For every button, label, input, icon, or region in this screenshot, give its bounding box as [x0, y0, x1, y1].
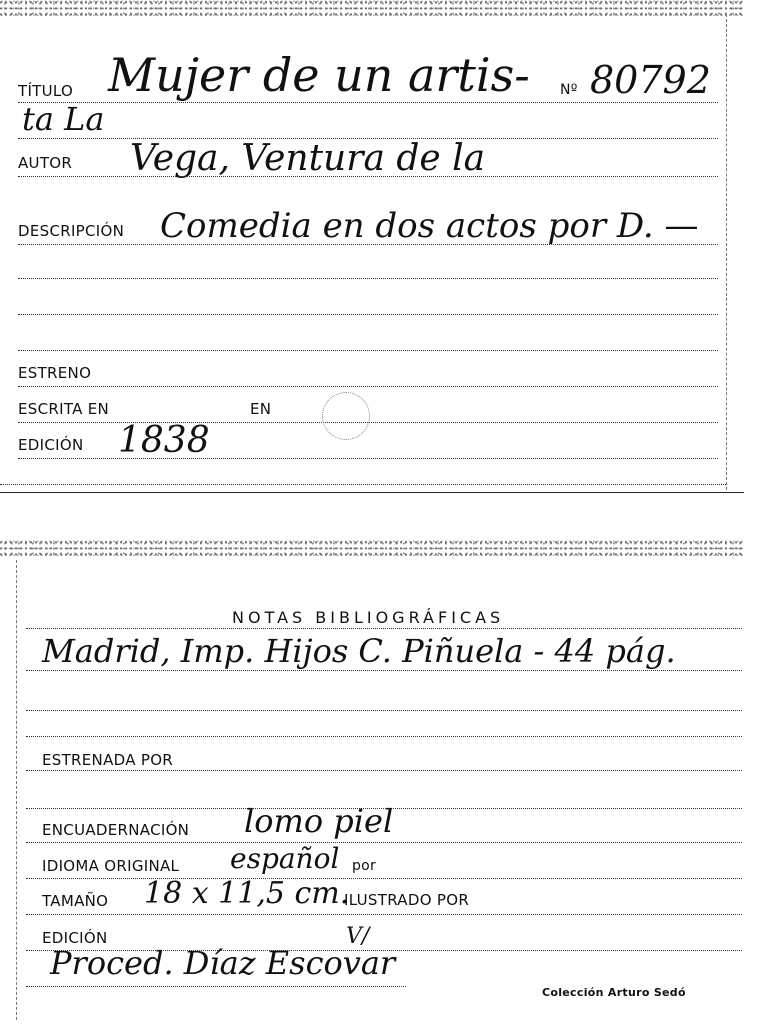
titulo-value-line1: Mujer de un artis- — [108, 48, 530, 102]
rule-descripcion-3 — [18, 314, 718, 315]
card-left-margin-line — [16, 560, 17, 1020]
idioma-value: español — [230, 842, 340, 875]
notas-value: Madrid, Imp. Hijos C. Piñuela - 44 pág. — [42, 632, 676, 670]
rule-notas-4 — [26, 736, 742, 737]
ilustrado-por-label: ILUSTRADO POR — [344, 891, 470, 909]
rule-edicion — [18, 458, 718, 459]
punch-hole-mark — [322, 392, 370, 440]
rule-notas-2 — [26, 670, 742, 671]
catalog-card-top — [0, 0, 744, 493]
escrita-en-label: ESCRITA EN — [18, 400, 110, 418]
rule-titulo — [18, 102, 718, 103]
edicion-label-bottom: EDICIÓN — [42, 929, 108, 947]
procedencia-value: Proced. Díaz Escovar — [50, 944, 396, 982]
titulo-label: TÍTULO — [18, 82, 74, 100]
rule-descripcion-2 — [18, 278, 718, 279]
encuadernacion-value: lomo piel — [244, 802, 394, 840]
edicion-value: 1838 — [118, 420, 210, 461]
rule-procedencia — [26, 986, 406, 987]
por-label: por — [352, 858, 377, 874]
rule-estreno — [18, 386, 718, 387]
rule-autor — [18, 176, 718, 177]
estrenada-por-label: ESTRENADA POR — [42, 751, 174, 769]
notas-bibliograficas-label: NOTAS BIBLIOGRÁFICAS — [232, 608, 505, 627]
autor-label: AUTOR — [18, 154, 73, 172]
estreno-label: ESTRENO — [18, 364, 92, 382]
numero-value: 80792 — [590, 58, 711, 102]
titulo-value-line2: ta La — [22, 100, 105, 138]
coleccion-label: Colección Arturo Sedó — [542, 986, 686, 999]
descripcion-label: DESCRIPCIÓN — [18, 222, 125, 240]
rule-descripcion-4 — [18, 350, 718, 351]
rule-notas — [26, 628, 742, 629]
rule-estrenada — [26, 770, 742, 771]
rule-descripcion — [18, 244, 718, 245]
card-bottom-edge-texture — [0, 540, 744, 556]
card-top-edge-texture — [0, 0, 744, 16]
tamano-value: 18 x 11,5 cm. — [144, 876, 350, 911]
numero-label: Nº — [560, 82, 578, 98]
catalog-card-bottom — [0, 540, 744, 1028]
card-right-margin-line — [726, 14, 727, 490]
edicion-mark: V/ — [346, 924, 370, 949]
en-label: EN — [250, 400, 272, 418]
descripcion-value: Comedia en dos actos por D. — — [160, 206, 699, 246]
rule-idioma — [26, 878, 742, 879]
autor-value: Vega, Ventura de la — [130, 138, 486, 179]
tamano-label: TAMAÑO — [42, 892, 109, 910]
edicion-label: EDICIÓN — [18, 436, 84, 454]
rule-tamano — [26, 914, 742, 915]
rule-encuadernacion — [26, 842, 742, 843]
idioma-original-label: IDIOMA ORIGINAL — [42, 857, 180, 875]
encuadernacion-label: ENCUADERNACIÓN — [42, 821, 190, 839]
rule-notas-3 — [26, 710, 742, 711]
rule-bottom — [0, 484, 726, 485]
